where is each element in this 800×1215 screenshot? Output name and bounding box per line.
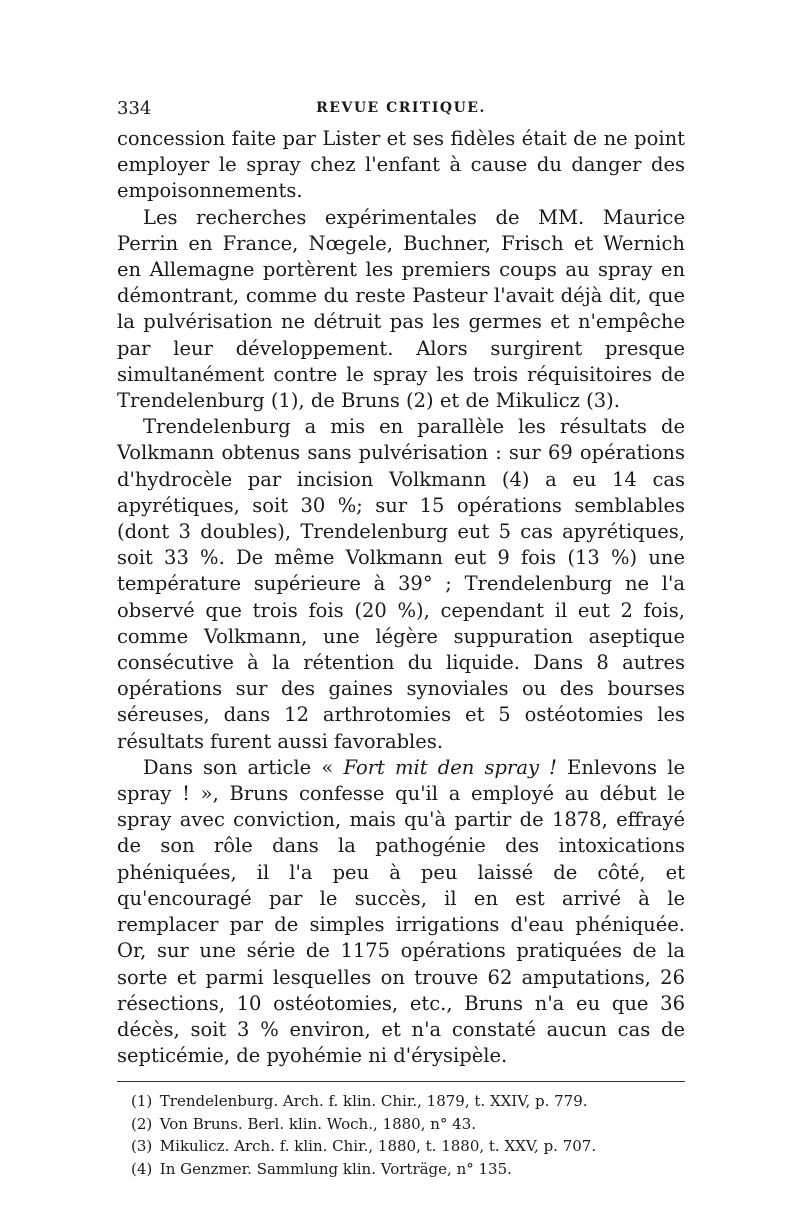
paragraph-4-rest: Enlevons le spray ! », Bruns confesse qu'il a employé au début le spray avec conviction, mais qu'à partir de 1878, effrayé de son rôle dans la pathogénie des intoxications phéniquées, il l'a peu à peu laissé de côté, et qu'encouragé par le succès, il en est arrivé à le remplacer par de simples irrigations d'eau phéniquée. Or, sur une série de 1175 opérations pratiquées de la sorte et parmi lesquelles on trouve 62 amputations, 26 résections, 10 ostéotomies, etc., Bruns n'a eu que 36 décès, soit 3 % environ, et n'a constaté aucun cas de septicémie, de pyohémie ni d'érysipèle. bbox=[117, 755, 686, 1068]
footnote-text: In Genzmer. Sammlung klin. Vorträge, n° 135. bbox=[159, 1159, 512, 1178]
footnote-text: Mikulicz. Arch. f. klin. Chir., 1880, t. 1880, t. XXV, p. 707. bbox=[159, 1137, 597, 1156]
paragraph-2: Les recherches expérimentales de MM. Maurice Perrin en France, Nœgele, Buchner, Frisch et Wernich en Allemagne portèrent les premiers coups au spray en démontrant, comme du reste Pasteur l'avait déjà dit, que la pulvérisation ne détruit pas les germes et n'empêche par leur développement. Alors surgirent presque simultanément contre le spray les trois réquisitoires de Trendelenburg (1), de Bruns (2) et de Mikulicz (3). bbox=[117, 205, 685, 413]
running-head bbox=[117, 96, 685, 126]
page bbox=[117, 96, 685, 1180]
paragraph-4 bbox=[117, 755, 685, 1069]
footnote-text: Trendelenburg. Arch. f. klin. Chir., 1879, t. XXIV, p. 779. bbox=[159, 1092, 588, 1111]
footnote bbox=[131, 1135, 685, 1158]
running-title: REVUE CRITIQUE. bbox=[316, 100, 486, 116]
paragraph-4-start: Dans son article « bbox=[143, 755, 344, 779]
footnote-text: Von Bruns. Berl. klin. Woch., 1880, n° 43. bbox=[159, 1114, 477, 1133]
body-text bbox=[117, 126, 685, 1069]
footnote bbox=[131, 1113, 685, 1136]
footnote-rule bbox=[117, 1081, 685, 1082]
paragraph-3: Trendelenburg a mis en parallèle les résultats de Volkmann obtenus sans pulvérisation : sur 69 opérations d'hydrocèle par incision Volkmann (4) a eu 14 cas apyrétiques, soit 30 %; sur 15 opérations semblables (dont 3 doubles), Trendelenburg eut 5 cas apyrétiques, soit 33 %. De même Volkmann eut 9 fois (13 %) une température supérieure à 39° ; Trendelenburg ne l'a observé que trois fois (20 %), cependant il eut 2 fois, comme Volkmann, une légère suppuration aseptique consécutive à la rétention du liquide. Dans 8 autres opérations sur des gaines synoviales ou des bourses séreuses, dans 12 arthrotomies et 5 ostéotomies les résultats furent aussi favorables. bbox=[117, 415, 685, 753]
footnotes bbox=[117, 1090, 685, 1180]
footnote-number: (2) bbox=[131, 1114, 153, 1133]
footnote-number: (1) bbox=[131, 1092, 153, 1111]
footnote-number: (3) bbox=[131, 1137, 153, 1156]
page-number: 334 bbox=[117, 98, 152, 119]
paragraph-1: concession faite par Lister et ses fidèles était de ne point employer le spray chez l'enfant à cause du danger des empoisonnements. bbox=[117, 127, 685, 203]
footnote bbox=[131, 1090, 685, 1113]
footnote bbox=[131, 1158, 685, 1181]
article-title: Fort mit den spray ! bbox=[343, 755, 557, 779]
footnote-number: (4) bbox=[131, 1159, 153, 1178]
